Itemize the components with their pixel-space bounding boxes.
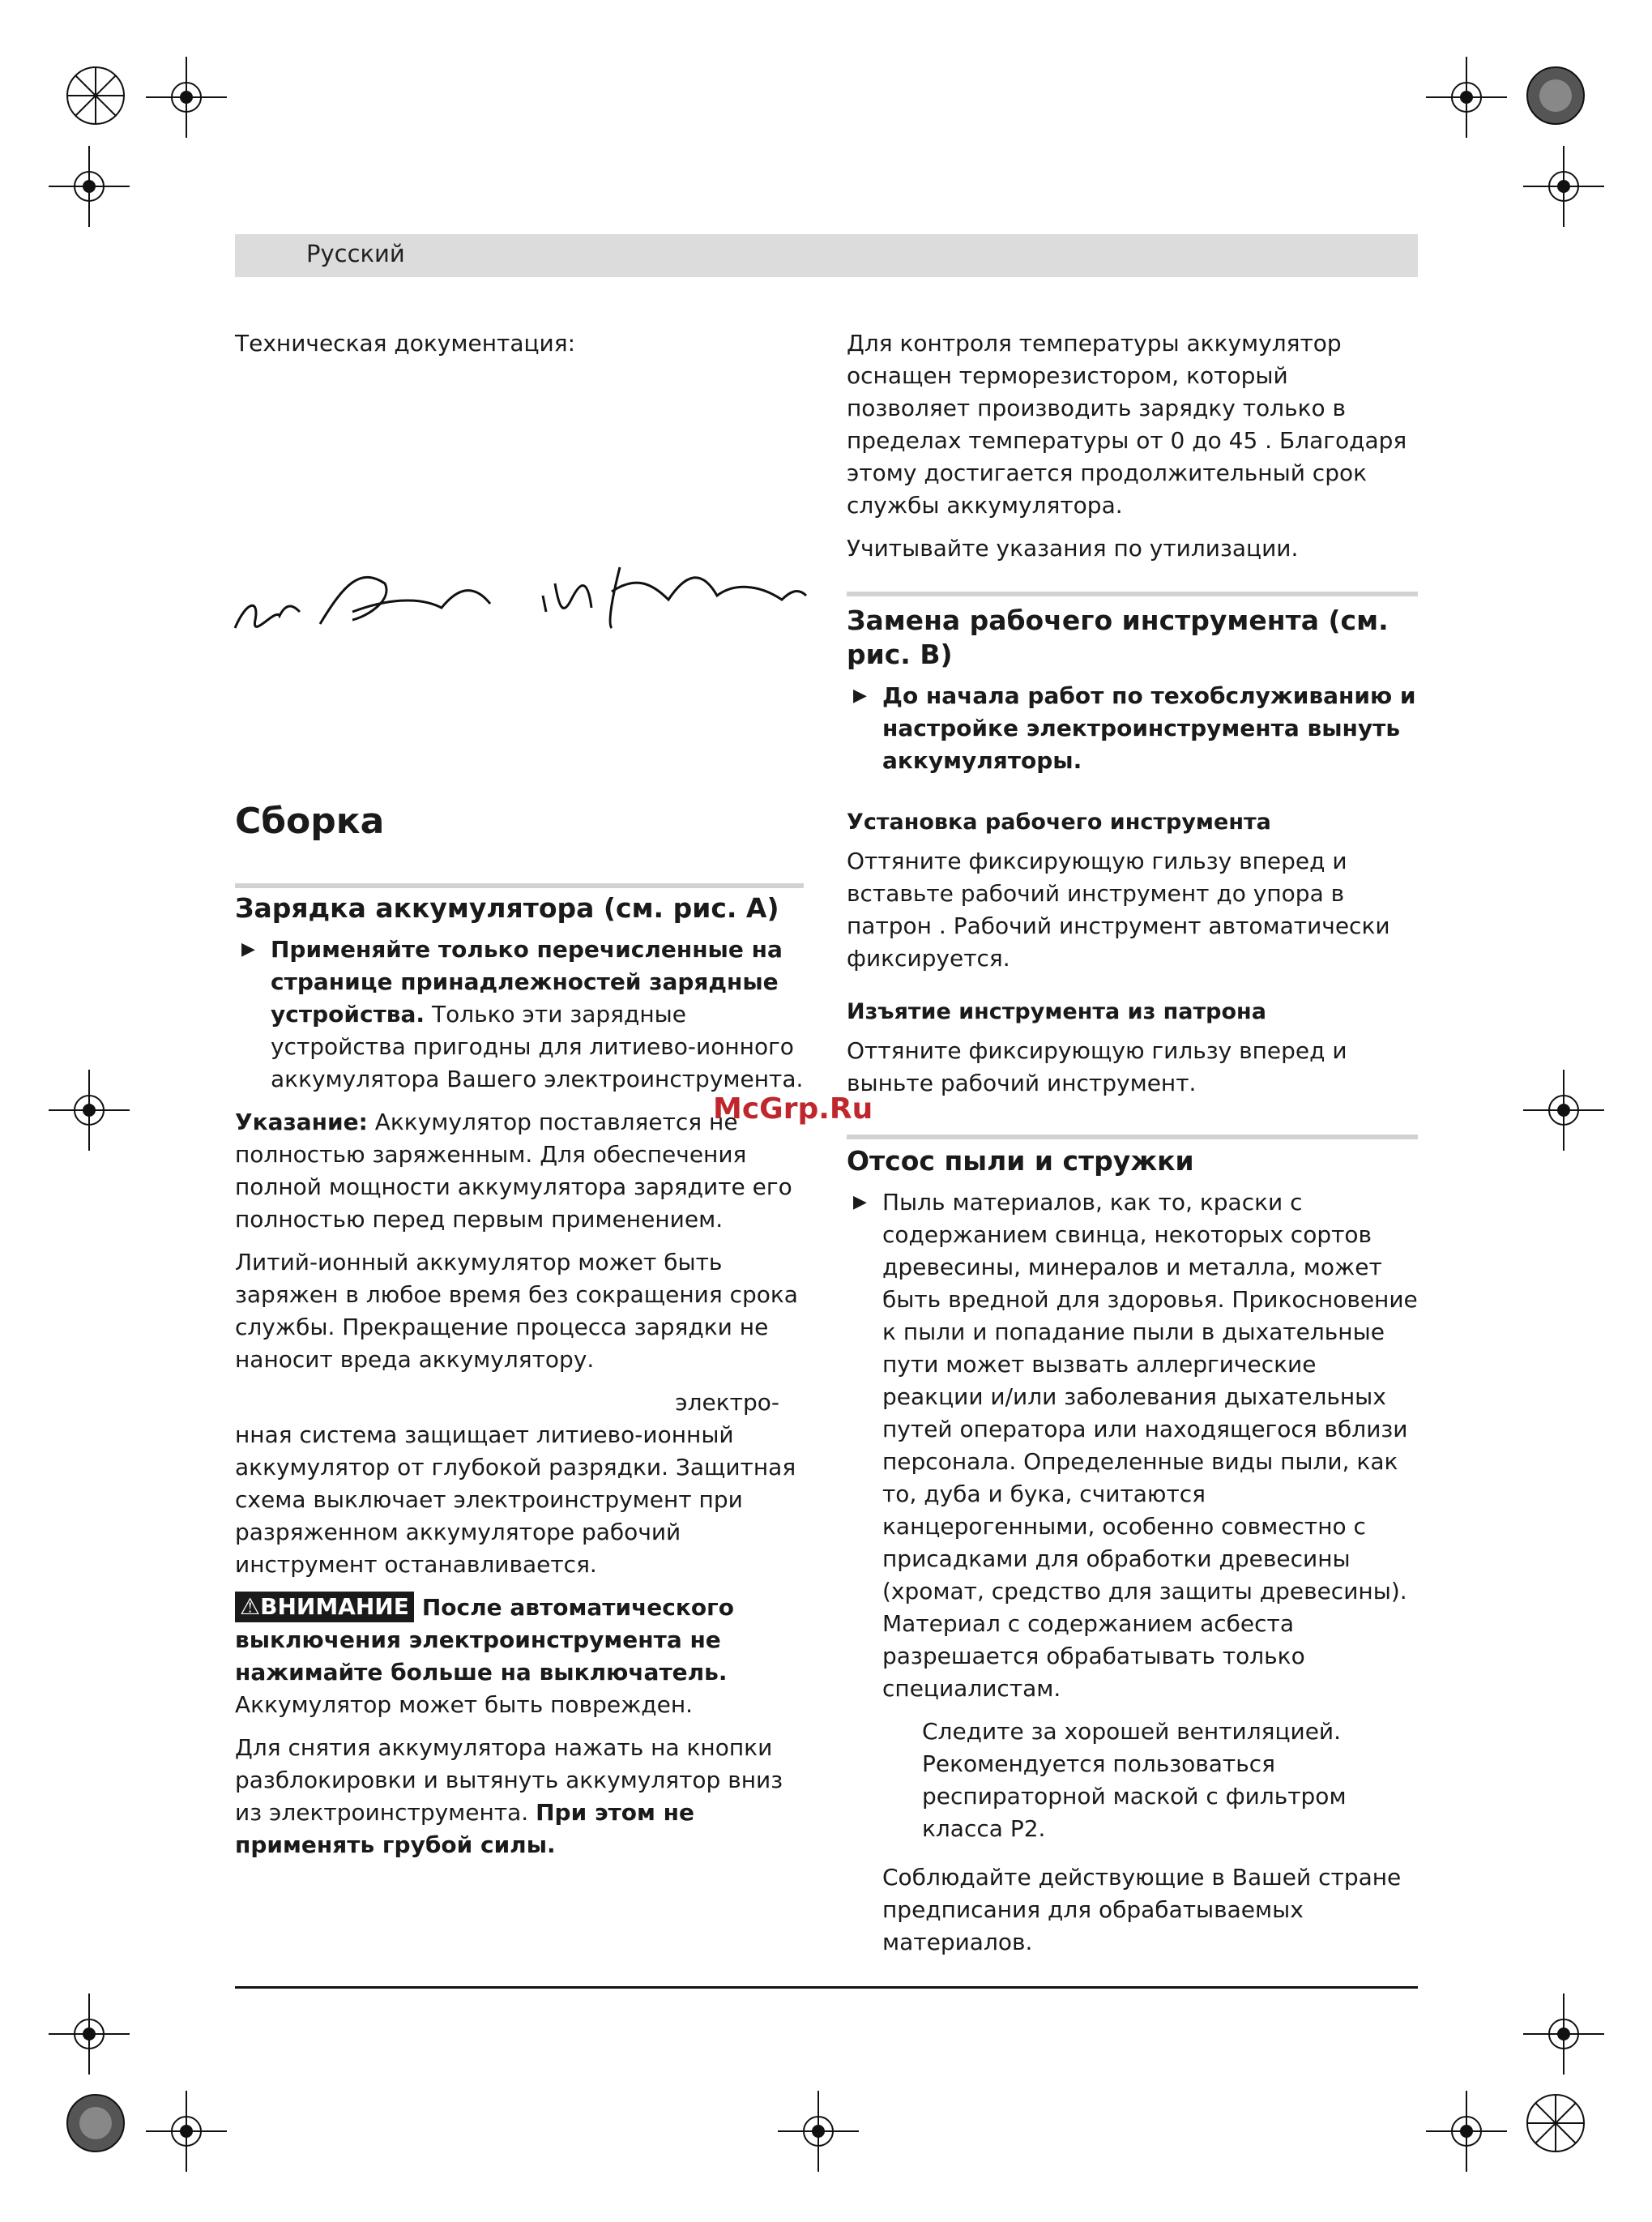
left-column [235,327,802,370]
bullet-triangle-icon: ▶ [853,1192,867,1212]
registration-mark-icon [146,2091,227,2172]
color-wheel-icon [65,65,126,126]
warning-text: Аккумулятор может быть поврежден. [235,1691,694,1718]
li-ion-paragraph: Литий-ионный аккумулятор может быть заряжен в любое время без сокращения срока службы. Прекращение процесса зарядки не наносит вреда аккумулятору. [235,1249,798,1373]
protection-text: нная система защищает литиево-ионный аккумулятор от глубокой разрядки. Защитная схема выключает электроинструмент при разряженном аккумуляторе рабочий инструмент останавливается. [235,1421,796,1578]
regulations-paragraph: Соблюдайте действующие в Вашей стране предписания для обрабатываемых материалов. [882,1864,1402,1955]
registration-mark-icon [146,57,227,138]
tool-change-bullet-text: До начала работ по техобслуживанию и настройке электроинструмента вынуть аккумуляторы. [882,682,1416,774]
remove-tool-paragraph: Оттяните фиксирующую гильзу вперед и выньте рабочий инструмент. [847,1037,1347,1096]
language-label: Русский [306,240,405,267]
footer-rule [235,1986,1418,1989]
tool-change-bullet [847,680,1418,777]
warning-triangle-icon: ⚠ [240,1593,261,1620]
tech-doc-label: Техническая документация: [235,330,576,357]
respirator-line [847,1748,1418,1845]
install-paragraph: Оттяните фиксирующую гильзу вперед и вставьте рабочий инструмент до упора в патрон . Рабочий инструмент автоматически фиксируется. [847,848,1390,972]
bullet-triangle-icon: ▶ [853,686,867,706]
warning-badge [235,1592,414,1622]
warning-badge-label: ВНИМАНИЕ [260,1593,409,1620]
divider [847,1135,1418,1139]
charging-bullet-text: Только эти зарядные устройства пригодны для литиево-ионного аккумулятора Вашего электроинструмента. [271,1001,804,1092]
protection-start: электро- [675,1389,779,1416]
registration-mark-icon [49,146,130,227]
divider [847,592,1418,596]
registration-mark-icon [1426,2091,1507,2172]
gray-wheel-icon [1525,65,1586,126]
left-column-body [235,891,804,1872]
charging-bullet [235,934,804,1096]
dust-bullet-text: Пыль материалов, как то, краски с содержанием свинца, некоторых сортов древесины, минералов и металла, может быть вредной для здоровья. Прикосновение к пыли и попадание пыли в дыхательные пути может вызвать аллергические реакции и/или заболевания дыхательных путей оператора или находящегося вблизи персонала. Определенные виды пыли, как то, дуба и бука, считаются канцерогенными, особенно совместно с присадками для обработки древесины (хромат, средство для защиты древесины). Материал с содержанием асбеста разрешается обрабатывать только специалистам. [882,1189,1418,1702]
dust-bullet [847,1186,1418,1705]
remove-battery-paragraph [235,1732,804,1861]
registration-mark-icon [1523,1070,1604,1151]
header-bar [235,234,1418,277]
registration-mark-icon [1523,1993,1604,2075]
right-column [847,327,1418,584]
remove-battery-bold: При этом не применять грубой силы. [235,1799,694,1858]
note-paragraph [235,1106,804,1236]
ventilation-line [847,1716,1418,1748]
registration-mark-icon [778,2091,859,2172]
disposal-paragraph: Учитывайте указания по утилизации. [847,535,1299,562]
warning-paragraph [235,1592,804,1721]
registration-mark-icon [49,1070,130,1151]
section-title: Сборка [235,801,385,842]
charging-heading: Зарядка аккумулятора (см. рис. A) [235,892,779,924]
registration-mark-icon [49,1993,130,2075]
signature-image [231,551,814,648]
registration-mark-icon [1523,146,1604,227]
note-label: Указание: [235,1109,368,1135]
tool-change-heading: Замена рабочего инструмента (см. рис. B) [847,605,1389,670]
respirator-text: Рекомендуется пользоваться респираторной маской с фильтром класса P2. [922,1750,1347,1842]
divider [235,883,804,888]
dust-heading: Отсос пыли и стружки [847,1145,1194,1177]
note-text: Аккумулятор поставляется не полностью заряженным. Для обеспечения полной мощности аккумулятора зарядите его полностью перед первым применением. [235,1109,792,1233]
install-heading: Установка рабочего инструмента [847,810,1271,835]
right-column-tools [847,604,1418,1110]
charging-bullet-bold: Применяйте только перечисленные на странице принадлежностей зарядные устройства. [271,936,783,1028]
gray-wheel-icon [65,2092,126,2154]
remove-battery-text: Для снятия аккумулятора нажать на кнопки разблокировки и вытянуть аккумулятор вниз из электроинструмента. [235,1734,783,1826]
protection-paragraph [235,1387,804,1581]
temp-paragraph: Для контроля температуры аккумулятор оснащен терморезистором, который позволяет производить зарядку только в пределах температуры от 0 до 45 . Благодаря этому достигается продолжительный срок службы аккумулятора. [847,330,1407,519]
ventilation-text: Следите за хорошей вентиляцией. [922,1718,1342,1745]
registration-mark-icon [1426,57,1507,138]
color-wheel-icon [1525,2092,1586,2154]
remove-tool-heading: Изъятие инструмента из патрона [847,999,1266,1024]
bullet-triangle-icon: ▶ [241,939,255,959]
watermark: McGrp.Ru [713,1092,873,1126]
warning-bold: После автоматического выключения электроинструмента не нажимайте больше на выключатель. [235,1594,734,1686]
right-column-dust [847,1144,1418,1969]
